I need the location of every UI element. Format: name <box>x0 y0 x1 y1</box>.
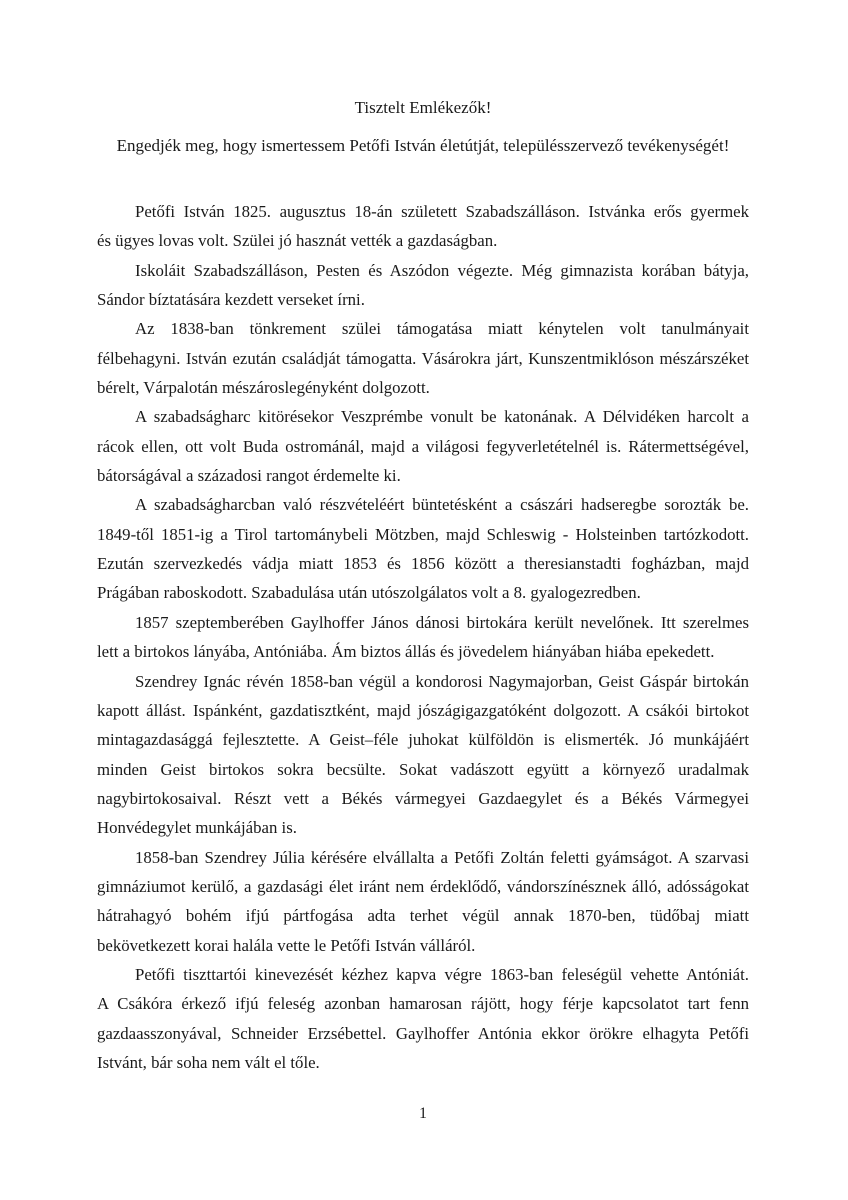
text-line: Petőfi István 1825. augusztus 18-án született Szabadszálláson. Istvánka erős gyermek <box>135 202 749 221</box>
paragraph <box>97 197 749 256</box>
paragraph <box>97 960 749 1077</box>
text-line: lett a birtokos lányába, Antóniába. Ám biztos állás és jövedelem hiányában hiába epekedett. <box>97 642 715 662</box>
text-line: A szabadságharcban való részvételéért büntetésként a császári hadseregbe sorozták be. <box>135 495 749 515</box>
text-line: hátrahagyó bohém ifjú pártfogása adta terhet végül annak 1870-ben, tüdőbaj miatt <box>97 906 749 926</box>
document-content <box>97 0 749 1128</box>
text-line: nagybirtokosaival. Részt vett a Békés vármegyei Gazdaegylet és a Békés Vármegyei <box>97 788 749 808</box>
paragraph <box>97 608 749 667</box>
text-line: Szendrey Ignác révén 1858-ban végül a kondorosi Nagymajorban, Geist Gáspár birtokán <box>135 671 749 691</box>
paragraph <box>97 490 749 607</box>
text-line: A szabadságharc kitörésekor Veszprémbe vonult be katonának. A Délvidéken harcolt a <box>135 407 749 427</box>
text-line: bekövetkezett korai halála vette le Petőfi István válláról. <box>97 935 476 955</box>
document-subtitle: Engedjék meg, hogy ismertessem Petőfi István életútját, településszervező tevékenységét! <box>116 136 730 155</box>
text-line: gimnáziumot kerülő, a gazdasági élet iránt nem érdeklődő, vándorszínésznek álló, adósságokat <box>97 876 749 896</box>
text-line: Sándor bíztatására kezdett verseket írni. <box>97 290 365 310</box>
text-line: Istvánt, bár soha nem vált el tőle. <box>97 1052 320 1072</box>
text-line: Ezután szervezkedés vádja miatt 1853 és 1856 között a theresianstadti fogházban, majd <box>97 554 749 574</box>
text-line: Az 1838-ban tönkrement szülei támogatása miatt kénytelen volt tanulmányait <box>135 319 749 339</box>
text-line: Honvédegylet munkájában is. <box>97 818 297 838</box>
page-title: Tisztelt Emlékezők! <box>354 98 492 117</box>
text-line: 1858-ban Szendrey Júlia kérésére elvállalta a Petőfi Zoltán feletti gyámságot. A szarvasi <box>135 847 749 867</box>
text-line: gazdaasszonyával, Schneider Erzsébettel. Gaylhoffer Antónia ekkor örökre elhagyta Petőfi <box>97 1023 749 1043</box>
text-line: A Csákóra érkező ifjú feleség azonban hamarosan rájött, hogy férje kapcsolatot tart fenn <box>97 994 749 1014</box>
page-number: 1 <box>419 1105 427 1123</box>
text-line: rácok ellen, ott volt Buda ostrománál, majd a világosi fegyverletételnél is. Rátermettségével, <box>97 436 749 456</box>
text-line: és ügyes lovas volt. Szülei jó hasznát vették a gazdaságban. <box>97 231 498 251</box>
paragraph <box>97 314 749 402</box>
paragraph <box>97 667 749 843</box>
paragraph <box>97 843 749 960</box>
text-line: Petőfi tiszttartói kinevezését kézhez kapva végre 1863-ban feleségül vehette Antóniát. <box>135 964 749 984</box>
text-line: Prágában raboskodott. Szabadulása után utószolgálatos volt a 8. gyalogezredben. <box>97 583 641 603</box>
text-line: minden Geist birtokos sokra becsülte. Sokat vadászott együtt a környező uradalmak <box>97 759 749 779</box>
text-line: 1857 szeptemberében Gaylhoffer János dánosi birtokára került nevelőnek. Itt szerelmes <box>135 612 749 632</box>
text-line: bérelt, Várpalotán mészároslegényként dolgozott. <box>97 378 430 398</box>
text-line: bátorságával a századosi rangot érdemelte ki. <box>97 466 401 486</box>
text-line: kapott állást. Ispánként, gazdatisztként, majd jószágigazgatóként dolgozott. A csákói birtokot <box>97 700 749 720</box>
paragraph <box>97 402 749 490</box>
paragraph <box>97 256 749 315</box>
text-line: félbehagyni. István ezután családját támogatta. Vásárokra járt, Kunszentmiklóson mészárszéket <box>97 348 749 368</box>
text-line: Iskoláit Szabadszálláson, Pesten és Aszódon végezte. Még gimnazista korában bátyja, <box>135 260 749 280</box>
text-line: 1849-től 1851-ig a Tirol tartománybeli Mötzben, majd Schleswig - Holsteinben tartózkodott. <box>97 524 749 544</box>
text-line: mintagazdasággá fejlesztette. A Geist–féle juhokat külföldön is elismerték. Jó munkájáért <box>97 730 749 750</box>
document-body <box>97 197 749 1077</box>
